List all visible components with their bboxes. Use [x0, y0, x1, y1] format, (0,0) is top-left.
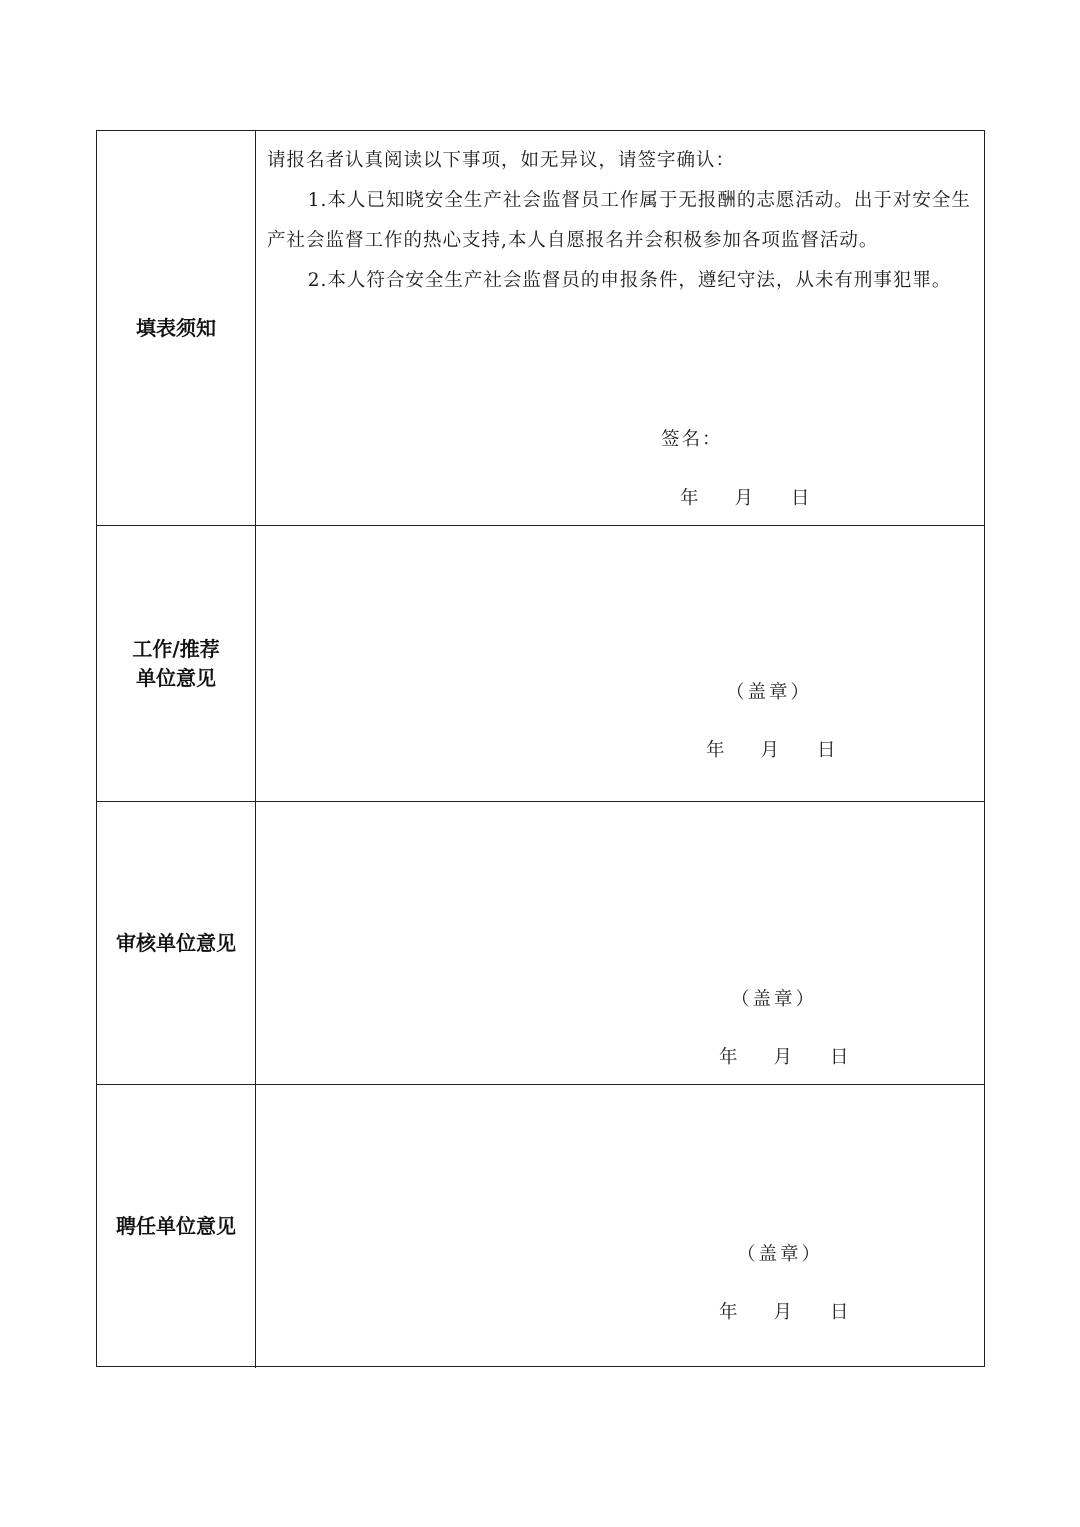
work-unit-label-line2: 单位意见 — [136, 665, 216, 690]
notice-label: 填表须知 — [97, 131, 256, 525]
review-unit-opinion-area — [256, 802, 984, 1084]
notice-item-2: 2.本人符合安全生产社会监督员的申报条件，遵纪守法，从未有刑事犯罪。 — [307, 270, 952, 291]
work-unit-row — [97, 525, 984, 801]
notice-intro: 请报名者认真阅读以下事项，如无异议，请签字确认： — [267, 150, 736, 171]
notice-content — [256, 131, 984, 525]
notice-date-line — [680, 484, 810, 510]
seal-mark: （盖章） — [737, 1244, 824, 1265]
date-month: 月 — [760, 740, 780, 761]
notice-item-1: 1.本人已知晓安全生产社会监督员工作属于无报酬的志愿活动。出于对安全生产社会监督工作的热心支持,本人自愿报名并会积极参加各项监督活动。 — [267, 190, 971, 251]
date-month: 月 — [734, 488, 754, 509]
notice-row — [97, 131, 984, 525]
hire-unit-opinion-area — [256, 1085, 984, 1368]
work-unit-date-line — [706, 736, 836, 762]
date-day: 日 — [830, 1302, 849, 1323]
work-unit-label-line1: 工作/推荐 — [132, 636, 220, 661]
date-year: 年 — [680, 488, 699, 509]
review-unit-label: 审核单位意见 — [97, 802, 256, 1084]
hire-unit-label: 聘任单位意见 — [97, 1085, 256, 1368]
date-year: 年 — [706, 740, 725, 761]
date-year: 年 — [719, 1302, 738, 1323]
review-unit-row — [97, 801, 984, 1084]
application-form-table — [96, 130, 985, 1367]
date-day: 日 — [830, 1047, 849, 1068]
seal-mark: （盖章） — [731, 989, 818, 1010]
notice-text — [267, 141, 975, 301]
date-year: 年 — [719, 1047, 738, 1068]
work-unit-opinion-area — [256, 526, 984, 801]
date-day: 日 — [817, 740, 836, 761]
hire-unit-row — [97, 1084, 984, 1368]
date-day: 日 — [791, 488, 810, 509]
date-month: 月 — [773, 1047, 793, 1068]
signature-label: 签名： — [661, 429, 723, 450]
date-month: 月 — [773, 1302, 793, 1323]
hire-unit-date-line — [719, 1298, 849, 1324]
work-unit-label — [97, 526, 256, 801]
review-unit-date-line — [719, 1043, 849, 1069]
seal-mark: （盖章） — [726, 682, 813, 703]
